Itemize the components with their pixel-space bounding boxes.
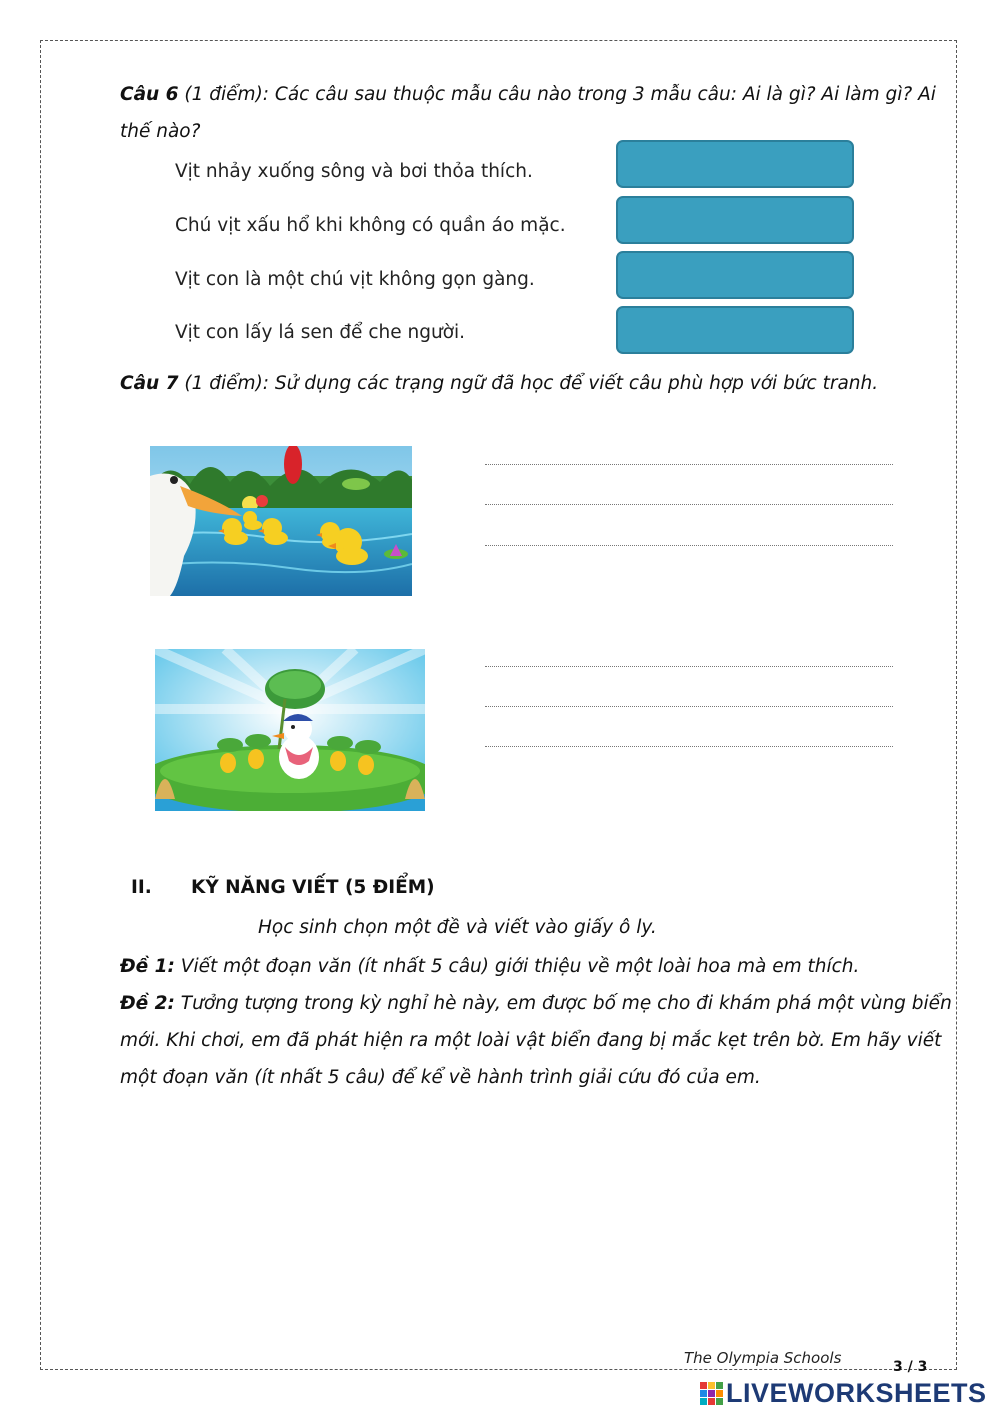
topic-2: Đề 2: Tưởng tượng trong kỳ nghỉ hè này, em được bố mẹ cho đi khám phá một vùng biển bbox=[120, 993, 952, 1014]
answer-line[interactable] bbox=[485, 746, 893, 747]
answer-box-1[interactable] bbox=[616, 140, 854, 188]
q7-prompt: Câu 7 (1 điểm): Sử dụng các trạng ngữ đã học để viết câu phù hợp với bức tranh. bbox=[120, 373, 879, 394]
school-name: The Olympia Schools bbox=[684, 1349, 842, 1367]
section-number: II. bbox=[131, 877, 152, 898]
q6-sentence-3: Vịt con là một chú vịt không gọn gàng. bbox=[175, 269, 535, 290]
answer-line[interactable] bbox=[485, 545, 893, 546]
writing-instruction: Học sinh chọn một đề và viết vào giấy ô ly. bbox=[258, 917, 657, 938]
section-title: KỸ NĂNG VIẾT (5 ĐIỂM) bbox=[191, 877, 435, 898]
answer-box-2[interactable] bbox=[616, 196, 854, 244]
answer-box-3[interactable] bbox=[616, 251, 854, 299]
answer-box-4[interactable] bbox=[616, 306, 854, 354]
topic-1: Đề 1: Viết một đoạn văn (ít nhất 5 câu) giới thiệu về một loài hoa mà em thích. bbox=[120, 956, 860, 977]
q6-sentence-1: Vịt nhảy xuống sông và bơi thỏa thích. bbox=[175, 161, 533, 182]
duck-lotus-leaf-image bbox=[155, 649, 425, 811]
logo-squares-icon bbox=[700, 1382, 723, 1405]
answer-line[interactable] bbox=[485, 706, 893, 707]
q6-prompt: Câu 6 (1 điểm): Các câu sau thuộc mẫu câu nào trong 3 mẫu câu: Ai là gì? Ai làm gì? Ai bbox=[120, 84, 936, 105]
answer-line[interactable] bbox=[485, 666, 893, 667]
q6-prompt-cont: thế nào? bbox=[120, 121, 201, 142]
q6-sentence-4: Vịt con lấy lá sen để che người. bbox=[175, 322, 466, 343]
ducklings-pond-image bbox=[150, 446, 412, 596]
q6-sentence-2: Chú vịt xấu hổ khi không có quần áo mặc. bbox=[175, 215, 566, 236]
liveworksheets-logo[interactable] bbox=[700, 1378, 987, 1409]
answer-line[interactable] bbox=[485, 464, 893, 465]
answer-line[interactable] bbox=[485, 504, 893, 505]
page-number: 3 / 3 bbox=[893, 1359, 928, 1375]
topic-2-line-3: một đoạn văn (ít nhất 5 câu) để kể về hành trình giải cứu đó của em. bbox=[120, 1067, 761, 1088]
topic-2-line-2: mới. Khi chơi, em đã phát hiện ra một loài vật biển đang bị mắc kẹt trên bờ. Em hãy viết bbox=[120, 1030, 942, 1051]
logo-text: LIVEWORKSHEETS bbox=[726, 1378, 987, 1408]
